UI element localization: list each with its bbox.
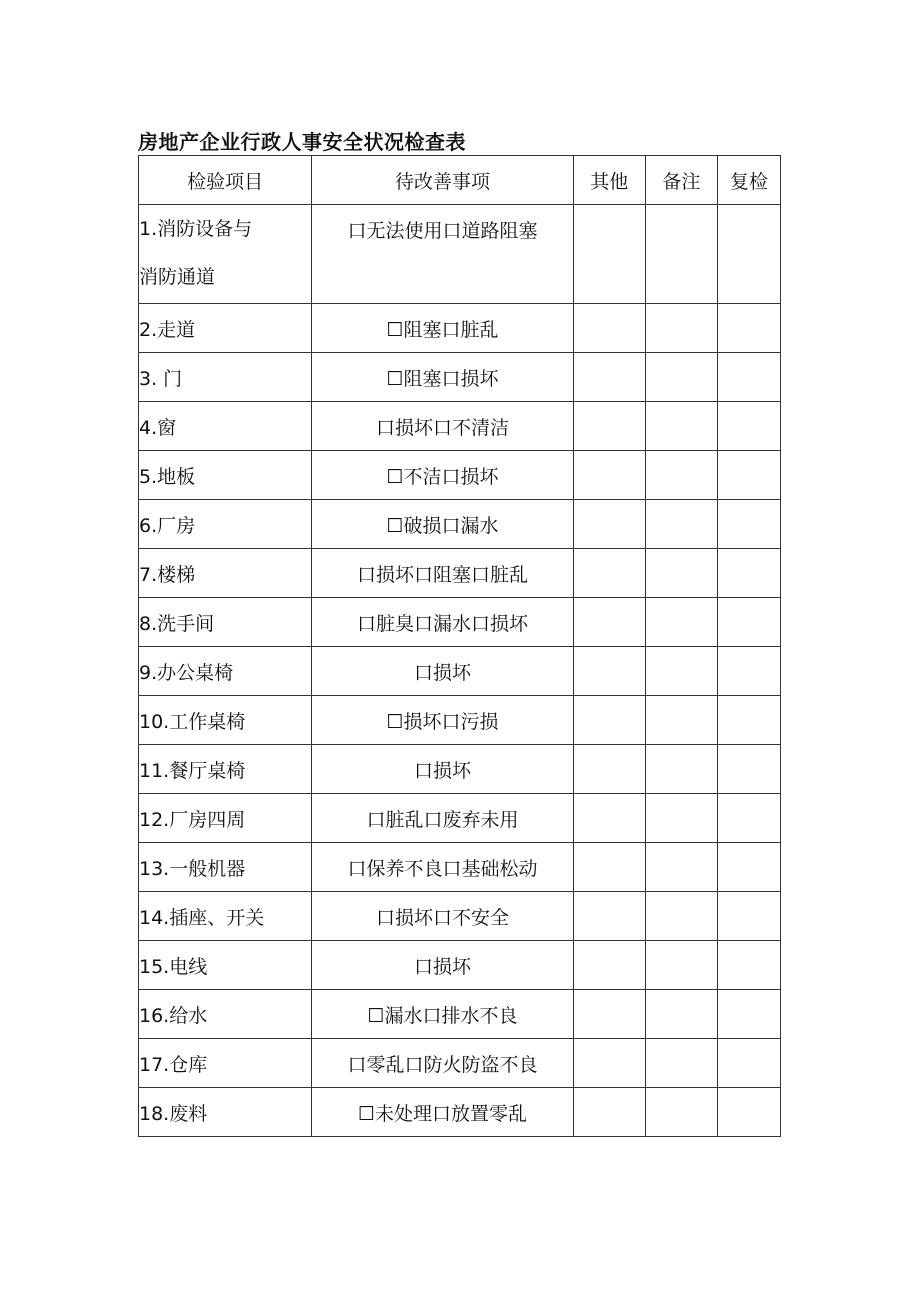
recheck-cell[interactable] [717, 598, 780, 647]
table-row [139, 304, 781, 353]
table-row [139, 696, 781, 745]
recheck-cell[interactable] [717, 549, 780, 598]
note-cell[interactable] [645, 941, 717, 990]
table-row [139, 549, 781, 598]
fix-cell: ☐不洁口损坏 [312, 451, 573, 500]
other-cell[interactable] [573, 843, 645, 892]
header-item: 检验项目 [139, 156, 312, 205]
other-cell[interactable] [573, 745, 645, 794]
fix-cell: 口损坏口不安全 [312, 892, 573, 941]
recheck-cell[interactable] [717, 696, 780, 745]
note-cell[interactable] [645, 892, 717, 941]
item-cell: 9.办公桌椅 [139, 647, 312, 696]
table-row [139, 1039, 781, 1088]
note-cell[interactable] [645, 990, 717, 1039]
fix-cell: ☐损坏口污损 [312, 696, 573, 745]
other-cell[interactable] [573, 451, 645, 500]
item-cell: 2.走道 [139, 304, 312, 353]
note-cell[interactable] [645, 205, 717, 304]
item-cell: 12.厂房四周 [139, 794, 312, 843]
note-cell[interactable] [645, 843, 717, 892]
table-row [139, 353, 781, 402]
item-cell [139, 205, 312, 304]
recheck-cell[interactable] [717, 451, 780, 500]
fix-cell: 口损坏口不清洁 [312, 402, 573, 451]
other-cell[interactable] [573, 892, 645, 941]
fix-cell: 口损坏 [312, 745, 573, 794]
note-cell[interactable] [645, 794, 717, 843]
fix-cell: ☐漏水口排水不良 [312, 990, 573, 1039]
fix-cell: ☐阻塞口脏乱 [312, 304, 573, 353]
inspection-table [138, 155, 781, 1137]
recheck-cell[interactable] [717, 647, 780, 696]
table-row [139, 745, 781, 794]
fix-cell: 口损坏 [312, 647, 573, 696]
note-cell[interactable] [645, 745, 717, 794]
other-cell[interactable] [573, 205, 645, 304]
other-cell[interactable] [573, 304, 645, 353]
table-row [139, 1088, 781, 1137]
table-row [139, 794, 781, 843]
item-cell: 6.厂房 [139, 500, 312, 549]
note-cell[interactable] [645, 549, 717, 598]
item-cell: 14.插座、开关 [139, 892, 312, 941]
fix-cell: ☐破损口漏水 [312, 500, 573, 549]
recheck-cell[interactable] [717, 892, 780, 941]
item-cell: 8.洗手间 [139, 598, 312, 647]
recheck-cell[interactable] [717, 745, 780, 794]
other-cell[interactable] [573, 598, 645, 647]
header-note: 备注 [645, 156, 717, 205]
other-cell[interactable] [573, 1039, 645, 1088]
other-cell[interactable] [573, 990, 645, 1039]
other-cell[interactable] [573, 696, 645, 745]
note-cell[interactable] [645, 402, 717, 451]
recheck-cell[interactable] [717, 500, 780, 549]
item-cell: 3. 门 [139, 353, 312, 402]
recheck-cell[interactable] [717, 843, 780, 892]
note-cell[interactable] [645, 598, 717, 647]
item-label-line2: 消防通道 [139, 266, 216, 288]
page-title: 房地产企业行政人事安全状况检查表 [138, 130, 466, 154]
fix-cell: 口损坏口阻塞口脏乱 [312, 549, 573, 598]
item-cell: 5.地板 [139, 451, 312, 500]
other-cell[interactable] [573, 549, 645, 598]
table-row [139, 205, 781, 304]
recheck-cell[interactable] [717, 304, 780, 353]
table-row [139, 990, 781, 1039]
item-cell: 7.楼梯 [139, 549, 312, 598]
other-cell[interactable] [573, 402, 645, 451]
recheck-cell[interactable] [717, 205, 780, 304]
table-row [139, 647, 781, 696]
recheck-cell[interactable] [717, 941, 780, 990]
other-cell[interactable] [573, 647, 645, 696]
header-recheck: 复检 [717, 156, 780, 205]
item-cell: 10.工作桌椅 [139, 696, 312, 745]
other-cell[interactable] [573, 794, 645, 843]
fix-cell: 口无法使用口道路阻塞 [312, 205, 573, 304]
table-row [139, 500, 781, 549]
recheck-cell[interactable] [717, 794, 780, 843]
note-cell[interactable] [645, 353, 717, 402]
table-row [139, 598, 781, 647]
table-row [139, 843, 781, 892]
recheck-cell[interactable] [717, 402, 780, 451]
recheck-cell[interactable] [717, 1088, 780, 1137]
note-cell[interactable] [645, 696, 717, 745]
table-row [139, 892, 781, 941]
fix-cell: 口损坏 [312, 941, 573, 990]
item-label-line1: 1.消防设备与 [139, 218, 253, 240]
fix-cell: ☐阻塞口损坏 [312, 353, 573, 402]
header-other: 其他 [573, 156, 645, 205]
item-cell: 17.仓库 [139, 1039, 312, 1088]
header-row [139, 156, 781, 205]
fix-cell: 口零乱口防火防盗不良 [312, 1039, 573, 1088]
fix-cell: 口脏乱口废弃未用 [312, 794, 573, 843]
note-cell[interactable] [645, 304, 717, 353]
item-cell: 4.窗 [139, 402, 312, 451]
note-cell[interactable] [645, 1039, 717, 1088]
other-cell[interactable] [573, 500, 645, 549]
header-fix: 待改善事项 [312, 156, 573, 205]
note-cell[interactable] [645, 1088, 717, 1137]
table-row [139, 402, 781, 451]
recheck-cell[interactable] [717, 353, 780, 402]
item-cell: 13.一般机器 [139, 843, 312, 892]
other-cell[interactable] [573, 1088, 645, 1137]
table-row [139, 941, 781, 990]
note-cell[interactable] [645, 451, 717, 500]
item-cell: 18.废料 [139, 1088, 312, 1137]
fix-cell: 口保养不良口基础松动 [312, 843, 573, 892]
item-cell: 11.餐厅桌椅 [139, 745, 312, 794]
other-cell[interactable] [573, 353, 645, 402]
note-cell[interactable] [645, 647, 717, 696]
recheck-cell[interactable] [717, 990, 780, 1039]
other-cell[interactable] [573, 941, 645, 990]
item-cell: 16.给水 [139, 990, 312, 1039]
item-cell: 15.电线 [139, 941, 312, 990]
table-row [139, 451, 781, 500]
recheck-cell[interactable] [717, 1039, 780, 1088]
fix-cell: 口脏臭口漏水口损坏 [312, 598, 573, 647]
note-cell[interactable] [645, 500, 717, 549]
fix-cell: ☐未处理口放置零乱 [312, 1088, 573, 1137]
